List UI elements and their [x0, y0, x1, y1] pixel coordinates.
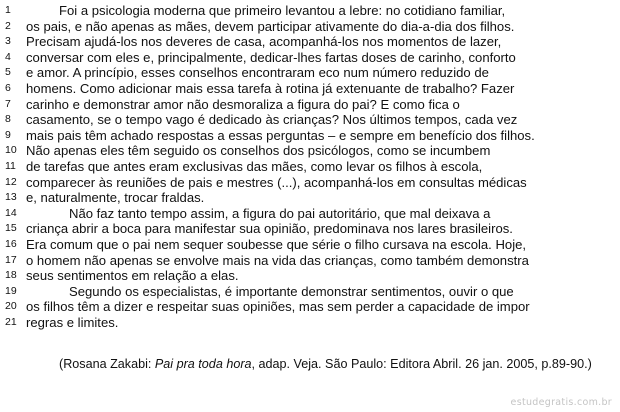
line-text: Não faz tanto tempo assim, a figura do pai autoritário, que mal deixava a	[69, 205, 491, 221]
text-line	[0, 315, 620, 331]
line-number: 5	[5, 66, 11, 79]
line-number: 21	[5, 315, 17, 328]
line-text: mais pais têm achado respostas a essas perguntas – e sempre em benefício dos filhos.	[26, 127, 535, 143]
line-number: 6	[5, 81, 11, 94]
text-line	[0, 81, 620, 97]
line-text: regras e limites.	[26, 314, 119, 330]
text-line	[0, 128, 620, 144]
line-text: conversar com eles e, principalmente, dedicar-lhes fartas doses de carinho, conforto	[26, 49, 516, 65]
line-number: 11	[5, 159, 16, 172]
text-line	[0, 65, 620, 81]
line-text: Precisam ajudá-los nos deveres de casa, acompanhá-los nos momentos de lazer,	[26, 34, 502, 50]
text-line	[0, 50, 620, 66]
text-passage	[0, 3, 620, 330]
line-number: 19	[5, 284, 17, 297]
line-text: os pais, e não apenas as mães, devem participar ativamente do dia-a-dia dos filhos.	[26, 18, 515, 34]
line-text: o homem não apenas se envolve mais na vida das crianças, como também demonstra	[26, 252, 529, 268]
text-line	[0, 237, 620, 253]
line-number: 14	[5, 206, 17, 219]
line-number: 3	[5, 35, 11, 48]
text-line	[0, 19, 620, 35]
text-line	[0, 143, 620, 159]
line-text: carinho e demonstrar amor não desmoraliza a figura do pai? E como fica o	[26, 96, 460, 112]
line-number: 1	[5, 4, 11, 16]
text-line	[0, 206, 620, 222]
line-text: de tarefas que antes eram exclusivas das mães, como levar os filhos à escola,	[26, 158, 483, 174]
line-text: seus sentimentos em relação a elas.	[26, 268, 239, 284]
citation-suffix: , adap. Veja. São Paulo: Editora Abril. 26 jan. 2005, p.89-90.)	[251, 357, 592, 371]
text-line	[0, 221, 620, 237]
text-line	[0, 175, 620, 191]
line-number: 13	[5, 191, 17, 204]
line-text: os filhos têm a dizer e respeitar suas opiniões, mas sem perder a capacidade de impor	[26, 299, 530, 315]
line-number: 20	[5, 300, 17, 313]
line-text: comparecer às reuniões de pais e mestres (...), acompanhá-los em consultas médicas	[26, 174, 527, 190]
text-line	[0, 97, 620, 113]
citation-title: Pai pra toda hora	[154, 357, 252, 371]
watermark: estudegratis.com.br	[510, 397, 612, 408]
text-line	[0, 284, 620, 300]
text-line	[0, 3, 620, 19]
text-line	[0, 299, 620, 315]
text-line	[0, 268, 620, 284]
line-text: Foi a psicologia moderna que primeiro levantou a lebre: no cotidiano familiar,	[59, 3, 506, 18]
line-text: e, naturalmente, trocar fraldas.	[26, 190, 205, 206]
text-line	[0, 253, 620, 269]
text-line	[0, 190, 620, 206]
line-number: 16	[5, 237, 17, 250]
line-number: 9	[5, 128, 11, 141]
line-number: 8	[5, 113, 11, 126]
line-number: 12	[5, 175, 17, 188]
line-text: e amor. A princípio, esses conselhos encontraram eco num número reduzido de	[26, 65, 489, 81]
line-number: 2	[5, 19, 11, 32]
line-text: homens. Como adicionar mais essa tarefa à rotina já extenuante de trabalho? Fazer	[26, 80, 515, 96]
line-number: 10	[5, 144, 17, 157]
line-number: 17	[5, 253, 17, 266]
text-line	[0, 159, 620, 175]
line-number: 15	[5, 222, 17, 235]
text-line	[0, 34, 620, 50]
line-text: Era comum que o pai nem sequer soubesse que série o filho cursava na escola. Hoje,	[26, 236, 527, 252]
text-line	[0, 112, 620, 128]
line-number: 7	[5, 97, 11, 110]
citation-prefix: (Rosana Zakabi:	[59, 357, 155, 371]
line-text: criança abrir a boca para manifestar sua opinião, predominava nos lares brasileiros.	[26, 221, 513, 237]
citation	[59, 357, 592, 372]
line-number: 18	[5, 269, 17, 282]
line-text: casamento, se o tempo vago é dedicado às crianças? Nos últimos tempos, cada vez	[26, 112, 518, 128]
line-text: Não apenas eles têm seguido os conselhos dos psicólogos, como se incumbem	[26, 143, 491, 159]
line-text: Segundo os especialistas, é importante demonstrar sentimentos, ouvir o que	[69, 283, 514, 299]
line-number: 4	[5, 50, 11, 63]
